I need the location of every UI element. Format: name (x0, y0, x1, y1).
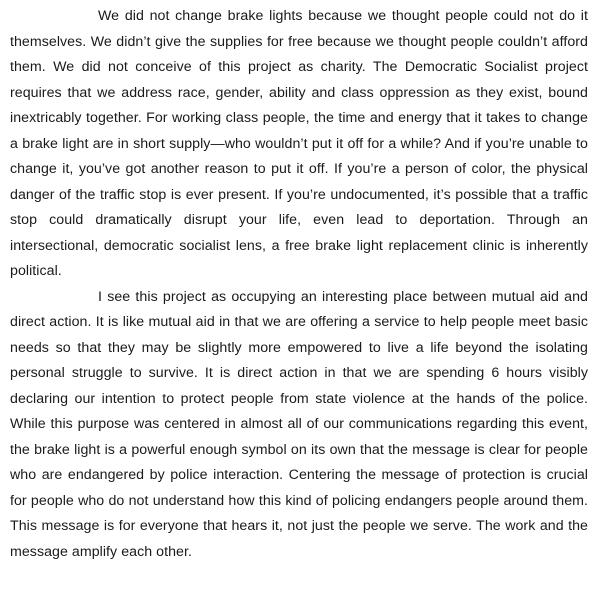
paragraph-2: I see this project as occupying an interesting place between mutual aid and direct action. It is like mutual aid in that we are offering a service to help people meet basic needs so that they may be slightly more empowered to live a life beyond the isolating personal struggle to survive. It is direct action in that we are spending 6 hours visibly declaring our intention to protect people from state violence at the hands of the police. While this purpose was centered in almost all of our communications regarding this event, the brake light is a powerful enough symbol on its own that the message is clear for people who are endangered by police interaction. Centering the message of protection is crucial for people who do not understand how this kind of policing endangers people around them. This message is for everyone that hears it, not just the people we serve. The work and the message amplify each other. (10, 288, 588, 560)
paragraph-1: We did not change brake lights because we thought people could not do it themselves. We didn’t give the supplies for free because we thought people couldn’t afford them. We did not conceive of this project as charity. The Democratic Socialist project requires that we address race, gender, ability and class oppression as they exist, bound inextricably together. For working class people, the time and energy that it takes to change a brake light are in short supply—who wouldn’t put it off for a while? And if you’re unable to change it, you’ve got another reason to put it off. If you’re a person of color, the physical danger of the traffic stop is ever present. If you’re undocumented, it’s possible that a traffic stop could dramatically disrupt your life, even lead to deportation. Through an intersectional, democratic socialist lens, a free brake light replacement clinic is inherently political. (10, 8, 588, 279)
document-body (10, 4, 588, 565)
